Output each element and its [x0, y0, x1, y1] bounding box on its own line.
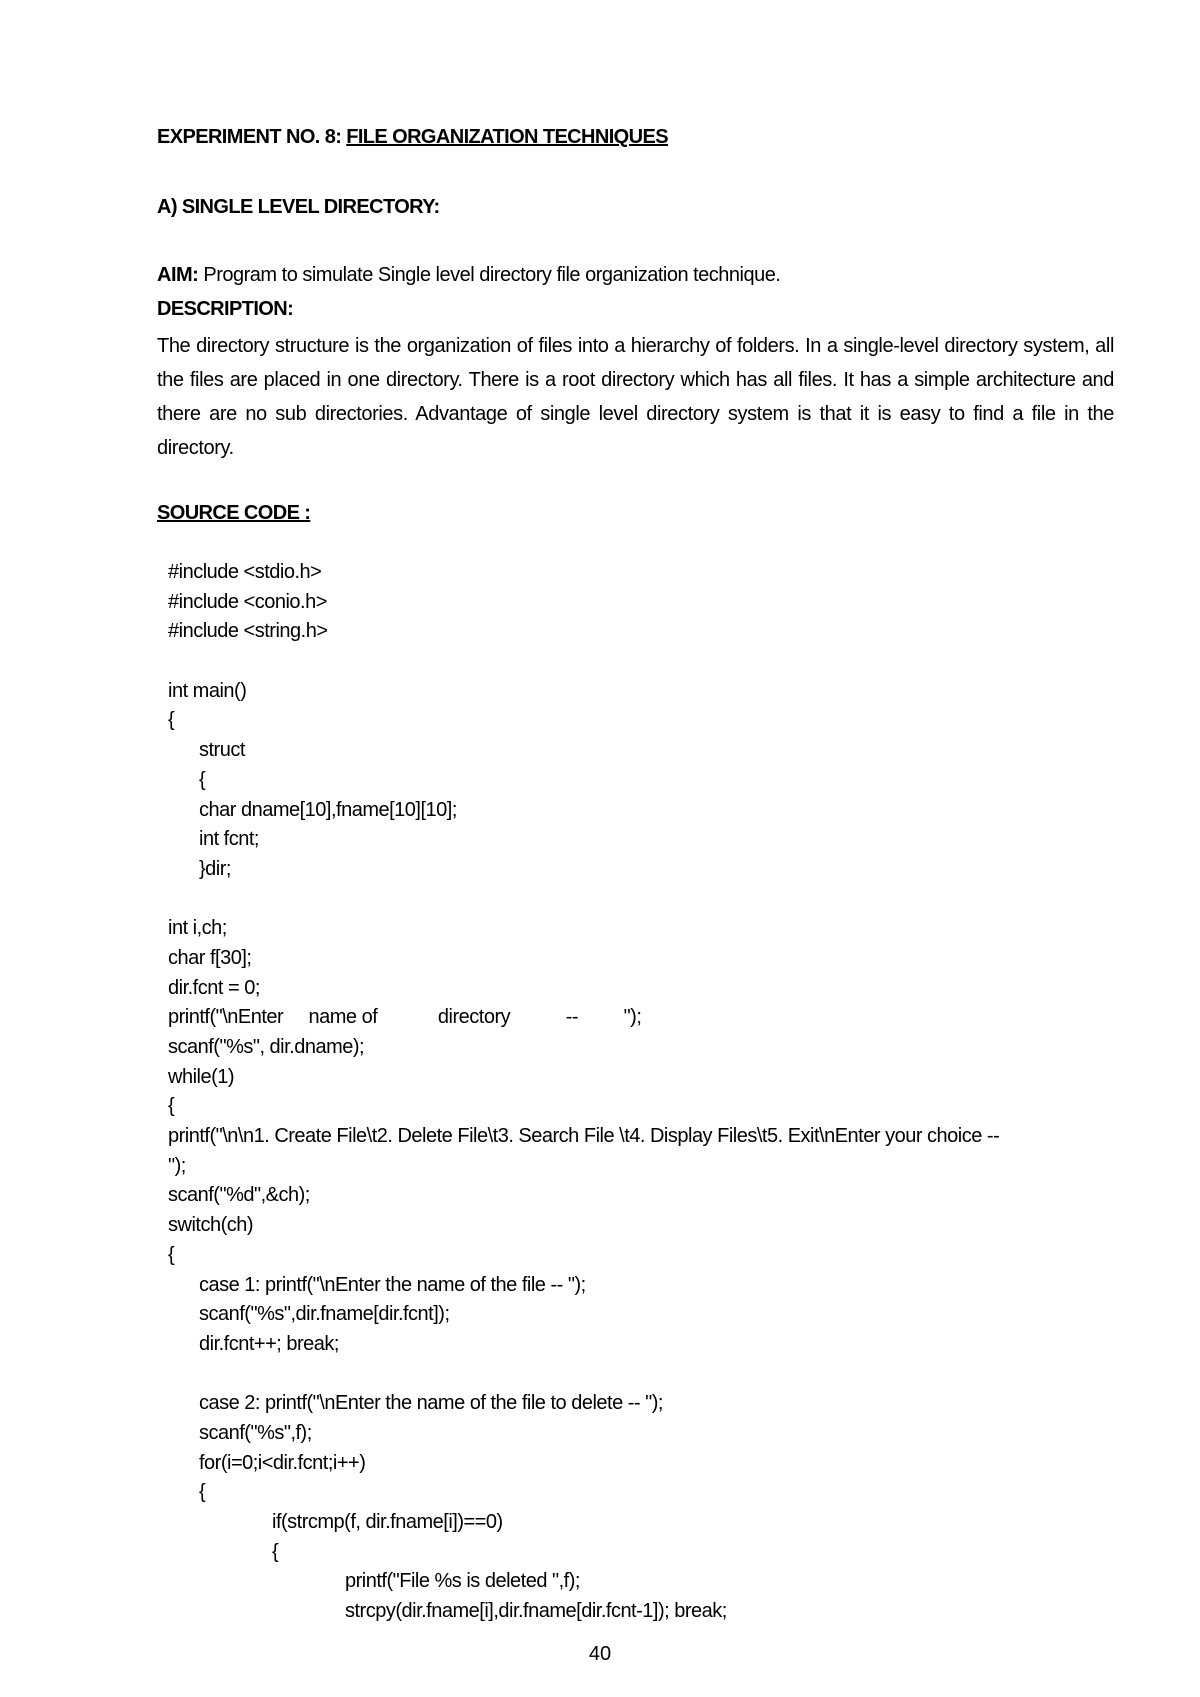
- code-line: #include <stdio.h>: [168, 561, 322, 583]
- page-number: 40: [588, 1643, 612, 1665]
- code-line: int fcnt;: [199, 828, 259, 851]
- code-line: {: [199, 1481, 206, 1504]
- code-line-blank: [168, 647, 1178, 677]
- aim-label: AIM:: [157, 264, 199, 286]
- code-line: printf("\n\n1. Create File\t2. Delete File\t3. Search File \t4. Display Files\t5. Exit\nEnter your choice --: [168, 1125, 1000, 1148]
- source-code-block: [168, 558, 1178, 1627]
- source-code-heading: SOURCE CODE :: [157, 502, 311, 524]
- code-line: char f[30];: [168, 946, 252, 969]
- code-line: #include <conio.h>: [168, 590, 327, 613]
- code-line: scanf("%d",&ch);: [168, 1184, 310, 1207]
- code-line: {: [199, 768, 206, 791]
- code-line: case 2: printf("\nEnter the name of the file to delete -- ");: [199, 1392, 663, 1415]
- description-heading: DESCRIPTION:: [157, 298, 294, 320]
- code-line: {: [272, 1540, 279, 1563]
- code-line: printf("File %s is deleted ",f);: [345, 1570, 580, 1593]
- code-line: scanf("%s",dir.fname[dir.fcnt]);: [199, 1303, 450, 1326]
- code-line: scanf("%s", dir.dname);: [168, 1036, 365, 1058]
- code-line: scanf("%s",f);: [199, 1421, 312, 1444]
- section-title: A) SINGLE LEVEL DIRECTORY:: [157, 196, 440, 218]
- code-line: if(strcmp(f, dir.fname[i])==0): [272, 1511, 503, 1533]
- description-body: The directory structure is the organization of files into a hierarchy of folders. In a single-level directory system, all the files are placed in one directory. There is a root directory which has all files. It has a simple architecture and there are no sub directories. Advantage of single level directory system is that it is easy to find a file in the directory.: [157, 335, 1114, 459]
- experiment-title-text: FILE ORGANIZATION TECHNIQUES: [346, 126, 668, 148]
- aim-text: Program to simulate Single level directory file organization technique.: [198, 264, 781, 286]
- code-line: #include <string.h>: [168, 620, 328, 643]
- code-line: int main(): [168, 679, 247, 702]
- code-line: for(i=0;i<dir.fcnt;i++): [199, 1451, 366, 1474]
- experiment-title: [157, 126, 668, 149]
- code-line: while(1): [168, 1065, 235, 1088]
- code-line: {: [168, 709, 175, 732]
- code-line: printf("\nEnter name of directory -- ");: [168, 1006, 642, 1029]
- code-line-blank: [168, 885, 1178, 915]
- code-line-blank: [168, 1360, 1178, 1390]
- code-line: }dir;: [199, 857, 231, 880]
- code-line: strcpy(dir.fname[i],dir.fname[dir.fcnt-1]); break;: [345, 1600, 727, 1623]
- code-line: {: [168, 1243, 175, 1266]
- code-line: int i,ch;: [168, 917, 227, 940]
- code-line: dir.fcnt = 0;: [168, 976, 260, 999]
- code-line: struct: [199, 739, 245, 762]
- aim-line: [157, 264, 780, 287]
- code-line: ");: [168, 1154, 186, 1177]
- experiment-prefix: EXPERIMENT NO. 8:: [157, 126, 347, 148]
- code-line: case 1: printf("\nEnter the name of the file -- ");: [199, 1273, 586, 1296]
- code-line: char dname[10],fname[10][10];: [199, 798, 457, 821]
- code-line: dir.fcnt++; break;: [199, 1332, 339, 1355]
- code-line: {: [168, 1095, 175, 1118]
- code-line: switch(ch): [168, 1214, 254, 1237]
